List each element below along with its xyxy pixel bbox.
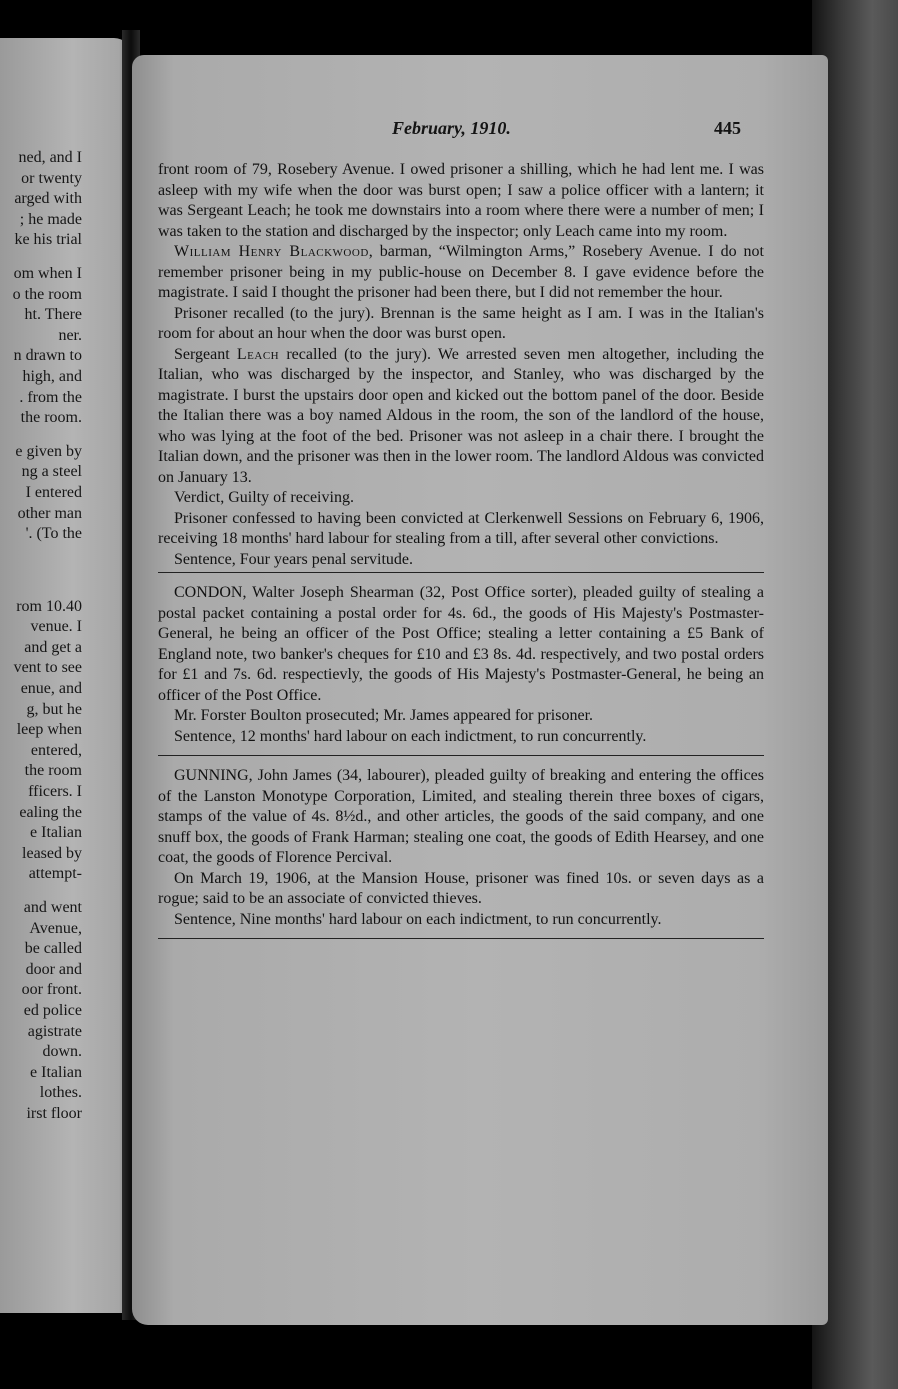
paragraph-sentence: Sentence, 12 months' hard labour on each indictment, to run concurrently.	[174, 727, 647, 745]
left-page-fragment: leased by	[22, 844, 82, 862]
left-page-fragment: venue. I	[30, 618, 82, 636]
section-divider	[158, 572, 764, 573]
left-page-fragment: the room	[24, 762, 82, 780]
running-header	[392, 118, 772, 142]
paragraph-testimony-continued: front room of 79, Rosebery Avenue. I owed prisoner a shilling, which he had lent me. I was asleep with my wife when the door was burst open; I saw a police officer with a lantern; it was Sergeant Leach; he took me downstairs into a room where there were a number of men; I was taken to the station and discharged by the inspector; only Leach came into my room.	[158, 161, 764, 240]
left-page-fragment: g, but he	[26, 700, 82, 718]
left-page-fragment: I entered	[25, 483, 82, 501]
witness-name: William Henry Blackwood	[174, 243, 369, 260]
left-page-fragment: ealing the	[19, 803, 82, 821]
paragraph-leach-recalled: Sergeant Leach recalled (to the jury). We arrested seven men altogether, including the Italian, who was discharged by the inspector, and Stanley, who was discharged by the magistrate. I burst the upstairs door open and kicked out the bottom panel of the door. Beside the Italian there was a boy named Aldous in the room, the son of the landlord of the house, who was lying at the foot of the bed. Prisoner was not asleep in a chair there. I brought the Italian down, and the prisoner was then in the lower room. The landlord Aldous was convicted on January 13.	[158, 345, 765, 486]
witness-name: Leach	[236, 345, 280, 363]
left-page-fragment: vent to see	[13, 659, 82, 677]
left-page-fragment	[13, 571, 82, 584]
left-page-fragment: e Italian	[30, 824, 82, 842]
paragraph-sentence: Sentence, Four years penal servitude.	[174, 550, 414, 568]
left-page-fragment: and went	[23, 899, 82, 916]
left-page-fragment: be called	[24, 940, 82, 958]
left-page-fragment: lothes.	[39, 1084, 82, 1102]
paragraph-previous-conviction: On March 19, 1906, at the Mansion House, prisoner was fined 10s. or seven days as a rogue; said to be an associate of convicted thieves.	[158, 869, 764, 907]
left-page-fragment: high, and	[22, 367, 82, 385]
left-page-fragment: fficers. I	[28, 783, 82, 801]
left-page-fragment: Avenue,	[29, 919, 82, 937]
left-page-fragment: or twenty	[21, 169, 82, 187]
paragraph-condon-case: CONDON, Walter Joseph Shearman (32, Post Office sorter), pleaded guilty of stealing a postal packet containing a postal order for 4s. 6d., the goods of His Majesty's Postmaster-General, he being an officer of the Post Office; stealing a letter containing a £5 Bank of England note, two banker's cheques for £10 and £3 8s. 4d. respectively, and two postal orders for £1 and 7s. 6d. respectievly, the goods of His Majesty's Postmaster-General, he being an officer of the Post Office.	[158, 584, 764, 704]
left-page-fragment	[13, 429, 82, 442]
left-page-fragment: ner.	[58, 326, 82, 344]
left-page-fragment: and get a	[24, 638, 82, 656]
header-title: February, 1910.	[392, 118, 511, 138]
left-page-edge	[0, 38, 132, 1313]
left-page-fragment: '. (To the	[25, 525, 82, 543]
paragraph-sentence: Sentence, Nine months' hard labour on each indictment, to run concurrently.	[174, 910, 662, 928]
left-page-fragment: entered,	[30, 741, 82, 759]
left-page-fragment: om when I	[13, 264, 82, 282]
left-page-fragment	[13, 558, 82, 571]
left-page-fragment: down.	[42, 1043, 82, 1061]
paragraph-prisoner-recalled: Prisoner recalled (to the jury). Brennan is the same height as I am. I was in the Italian's room for about an hour when the door was burst open.	[158, 304, 764, 342]
left-page-fragment	[13, 545, 82, 558]
left-page-fragment: rom 10.40	[16, 597, 82, 615]
left-page-fragment: o the room	[12, 285, 82, 303]
paragraph-gunning-case: GUNNING, John James (34, labourer), pleaded guilty of breaking and entering the offices of the Lanston Monotype Corporation, Limited, and stealing therein three boxes of cigars, stamps of the value of 4s. 8½d., and other articles, the goods of the said company, and one snuff box, the goods of Frank Harman; stealing one coat, the goods of Edith Hearsey, and one coat, the goods of Florence Percival.	[158, 767, 764, 866]
left-page-fragment: enue, and	[20, 680, 82, 698]
left-page-fragment: ng a steel	[21, 463, 82, 481]
left-page-text-fragments	[13, 148, 82, 1125]
left-page-fragment: irst floor	[26, 1104, 82, 1122]
left-page-fragment: ned, and I	[18, 149, 82, 166]
left-page-fragment: ht. There	[24, 306, 82, 324]
left-page-fragment: leep when	[16, 721, 82, 739]
paragraph-blackwood-testimony: William Henry Blackwood, barman, “Wilmington Arms,” Rosebery Avenue. I do not remember prisoner being in my public-house on December 8. I gave evidence before the magistrate. I said I thought the prisoner had been there, but I did not remember the hour.	[158, 243, 764, 301]
left-page-fragment: n drawn to	[13, 347, 82, 365]
left-page-fragment: . from the	[19, 388, 82, 406]
left-page-fragment	[13, 251, 82, 264]
paragraph-previous-conviction: Prisoner confessed to having been convicted at Clerkenwell Sessions on February 6, 1906, receiving 18 months' hard labour for stealing from a till, after several other convictions.	[158, 509, 764, 547]
left-page-fragment: ke his trial	[14, 231, 82, 249]
left-page-fragment	[13, 885, 82, 898]
left-page-fragment	[13, 584, 82, 597]
left-page-fragment: e Italian	[30, 1063, 82, 1081]
left-page-fragment: arged with	[14, 190, 82, 208]
paragraph-verdict: Verdict, Guilty of receiving.	[174, 489, 354, 506]
left-page-fragment: the room.	[20, 409, 82, 427]
left-page-fragment: e given by	[15, 442, 82, 460]
page-number: 445	[714, 118, 741, 138]
section-divider	[158, 755, 764, 756]
left-page-fragment: other man	[17, 504, 82, 522]
left-page-fragment: ed police	[23, 1001, 82, 1019]
left-page-fragment: door and	[25, 960, 82, 978]
left-page-fragment: agistrate	[27, 1022, 82, 1040]
left-page-fragment: ; he made	[19, 210, 82, 228]
left-page-fragment: attempt-	[28, 865, 82, 883]
paragraph-counsel: Mr. Forster Boulton prosecuted; Mr. James appeared for prisoner.	[174, 707, 594, 724]
section-divider	[158, 938, 764, 939]
left-page-fragment: oor front.	[21, 981, 82, 999]
page-body	[158, 160, 764, 949]
